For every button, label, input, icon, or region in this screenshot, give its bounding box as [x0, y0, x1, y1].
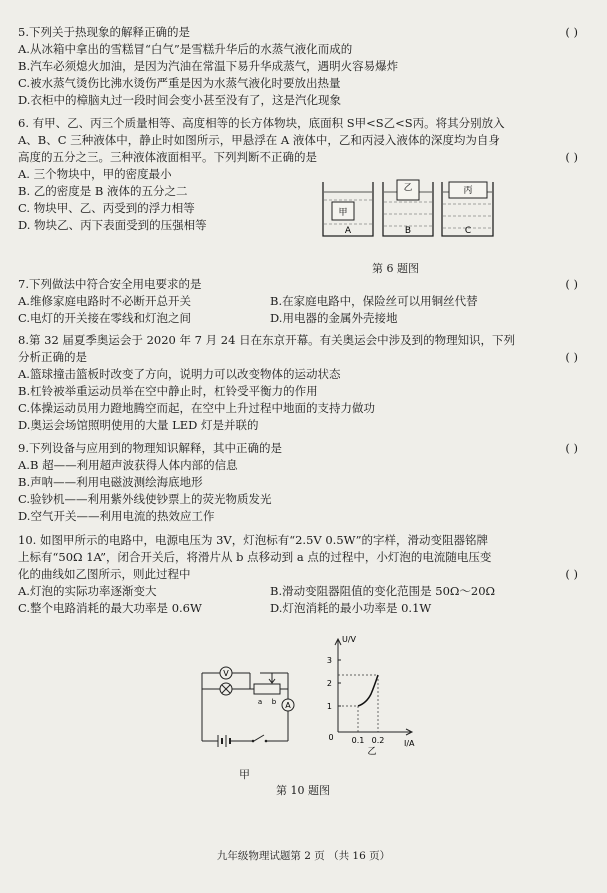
question-9-stem: 9.下列设备与应用到的物理知识解释，其中正确的是 ( ): [18, 441, 578, 455]
question-6-stem-line-3: 高度的五分之三。三种液体液面相平。下列判断不正确的是 ( ): [18, 150, 578, 164]
options-row-1: [18, 293, 578, 310]
y-tick-2: 2: [326, 679, 332, 688]
option-b: B.滑动变阻器阻值的变化范围是 50Ω～20Ω: [270, 584, 496, 598]
option-d: D.灯泡消耗的最小功率是 0.1W: [270, 601, 432, 615]
y-tick-1: 1: [326, 702, 332, 711]
options-row-1: [18, 583, 578, 600]
figure-10-caption: 第 10 题图: [276, 784, 330, 797]
battery-icon: [218, 735, 230, 747]
ammeter-icon: [282, 699, 294, 711]
question-5-stem: 5.下列关于热现象的解释正确的是 ( ): [18, 25, 578, 39]
option-b: B.杠铃被举重运动员举在空中静止时，杠铃受平衡力的作用: [18, 384, 318, 398]
figure-10-circuit-label: 甲: [239, 768, 250, 781]
option-b: B.声呐——利用电磁波测绘海底地形: [18, 475, 203, 489]
option-b: B. 乙的密度是 B 液体的五分之二: [18, 184, 188, 198]
svg-text:A: A: [285, 701, 291, 710]
question-8-stem-line-1: 8.第 32 届夏季奥运会于 2020 年 7 月 24 日在东京开幕。有关奥运会中涉及到的物理知识，下列: [18, 333, 516, 347]
option-c: C.体操运动员用力蹬地腾空而起，在空中上升过程中地面的支持力做功: [18, 401, 376, 415]
option-d: D.衣柜中的樟脑丸过一段时间会变小甚至没有了，这是汽化现象: [18, 93, 341, 107]
liquid-label-b: B: [404, 226, 412, 236]
svg-text:V: V: [223, 669, 229, 678]
x-axis-label: I/A: [404, 739, 415, 748]
question-10-stem-line-3: 化的曲线如乙图所示，则此过程中 ( ): [18, 567, 578, 581]
y-axis-label: U/V: [342, 635, 357, 644]
option-b: B.在家庭电路中，保险丝可以用铜丝代替: [270, 294, 478, 308]
options-row-2: [18, 600, 578, 617]
option-c: C.验钞机——利用紫外线使钞票上的荧光物质发光: [18, 492, 272, 506]
question-7-stem: 7.下列做法中符合安全用电要求的是 ( ): [18, 277, 578, 291]
option-c: C.整个电路消耗的最大功率是 0.6W: [18, 601, 202, 615]
question-10: [18, 532, 578, 617]
figure-6-caption: 第 6 题图: [372, 262, 419, 275]
question-10-stem-line-1: 10. 如图甲所示的电路中，电源电压为 3V，灯泡标有“2.5V 0.5W”的字样，滑动变阻器铭牌: [18, 533, 489, 547]
container-c: [442, 182, 493, 236]
question-8-stem-line-2: 分析正确的是 ( ): [18, 350, 578, 364]
option-a: A.维修家庭电路时不必断开总开关: [18, 294, 191, 308]
x-tick-2: 0.2: [371, 736, 385, 745]
option-d: D.空气开关——利用电流的热效应工作: [18, 509, 215, 523]
x-tick-1: 0.1: [351, 736, 365, 745]
answer-bracket: ( ): [565, 150, 578, 164]
figure-10-graph-label: 乙: [367, 747, 377, 755]
voltmeter-icon: [220, 667, 232, 679]
option-a: A.篮球撞击篮板时改变了方向，说明力可以改变物体的运动状态: [18, 367, 341, 381]
block-label-jia: 甲: [338, 208, 348, 218]
question-8: [18, 332, 578, 434]
option-b: B.汽车必须熄火加油，是因为汽油在常温下易升华成蒸气，遇明火容易爆炸: [18, 59, 399, 73]
option-a: A.从冰箱中拿出的雪糕冒“白气”是雪糕升华后的水蒸气液化而成的: [18, 42, 353, 56]
container-b: [383, 180, 433, 236]
answer-bracket: ( ): [565, 567, 578, 581]
question-5: [18, 24, 578, 109]
graph-curve: [358, 675, 378, 706]
answer-bracket: ( ): [565, 25, 578, 39]
question-10-stem-line-2: 上标有“50Ω 1A”，闭合开关后，将滑片从 b 点移动到 a 点的过程中，小灯泡的电流随电压变: [18, 550, 492, 564]
switch-icon: [252, 735, 268, 742]
option-a: A. 三个物块中，甲的密度最小: [18, 167, 172, 181]
option-d: D.用电器的金属外壳接地: [270, 311, 398, 325]
option-c: C.被水蒸气烫伤比沸水烫伤严重是因为水蒸气液化时要放出热量: [18, 76, 341, 90]
options-row-2: [18, 310, 578, 327]
lamp-icon: [220, 683, 232, 695]
question-7: [18, 276, 578, 327]
option-a: A.灯泡的实际功率逐渐变大: [18, 584, 157, 598]
option-c: C. 物块甲、乙、丙受到的浮力相等: [18, 201, 195, 215]
option-a: A.B 超——利用超声波获得人体内部的信息: [18, 458, 238, 472]
page-footer: 九年级物理试题第 2 页 （共 16 页）: [216, 850, 391, 862]
block-label-bing: 丙: [463, 186, 473, 196]
question-6-stem-line-2: A、B、C 三种液体中，静止时如图所示，甲悬浮在 A 液体中，乙和丙浸入液体的深度均为自身: [18, 133, 500, 147]
option-d: D. 物块乙、丙下表面受到的压强相等: [18, 218, 207, 232]
question-9: [18, 440, 578, 525]
block-label-yi: 乙: [403, 183, 413, 193]
option-c: C.电灯的开关接在零线和灯泡之间: [18, 311, 192, 325]
liquid-label-a: A: [344, 226, 352, 236]
figure-10-graph: [320, 630, 420, 755]
y-tick-3: 3: [326, 656, 332, 665]
figure-6-containers: [318, 178, 498, 240]
question-6-stem-line-1: 6. 有甲、乙、丙三个质量相等、高度相等的长方体物块，底面积 S甲<S乙<S丙。将其分别放入: [18, 116, 505, 130]
liquid-label-c: C: [464, 226, 472, 236]
origin-label: 0: [328, 733, 334, 742]
answer-bracket: ( ): [565, 350, 578, 364]
container-a: [323, 182, 373, 236]
answer-bracket: ( ): [565, 277, 578, 291]
option-d: D.奥运会场馆照明使用的大量 LED 灯是并联的: [18, 418, 259, 432]
answer-bracket: ( ): [565, 441, 578, 455]
point-a-label: a: [257, 698, 263, 706]
figure-10-circuit: [198, 655, 310, 755]
point-b-label: b: [271, 698, 277, 706]
